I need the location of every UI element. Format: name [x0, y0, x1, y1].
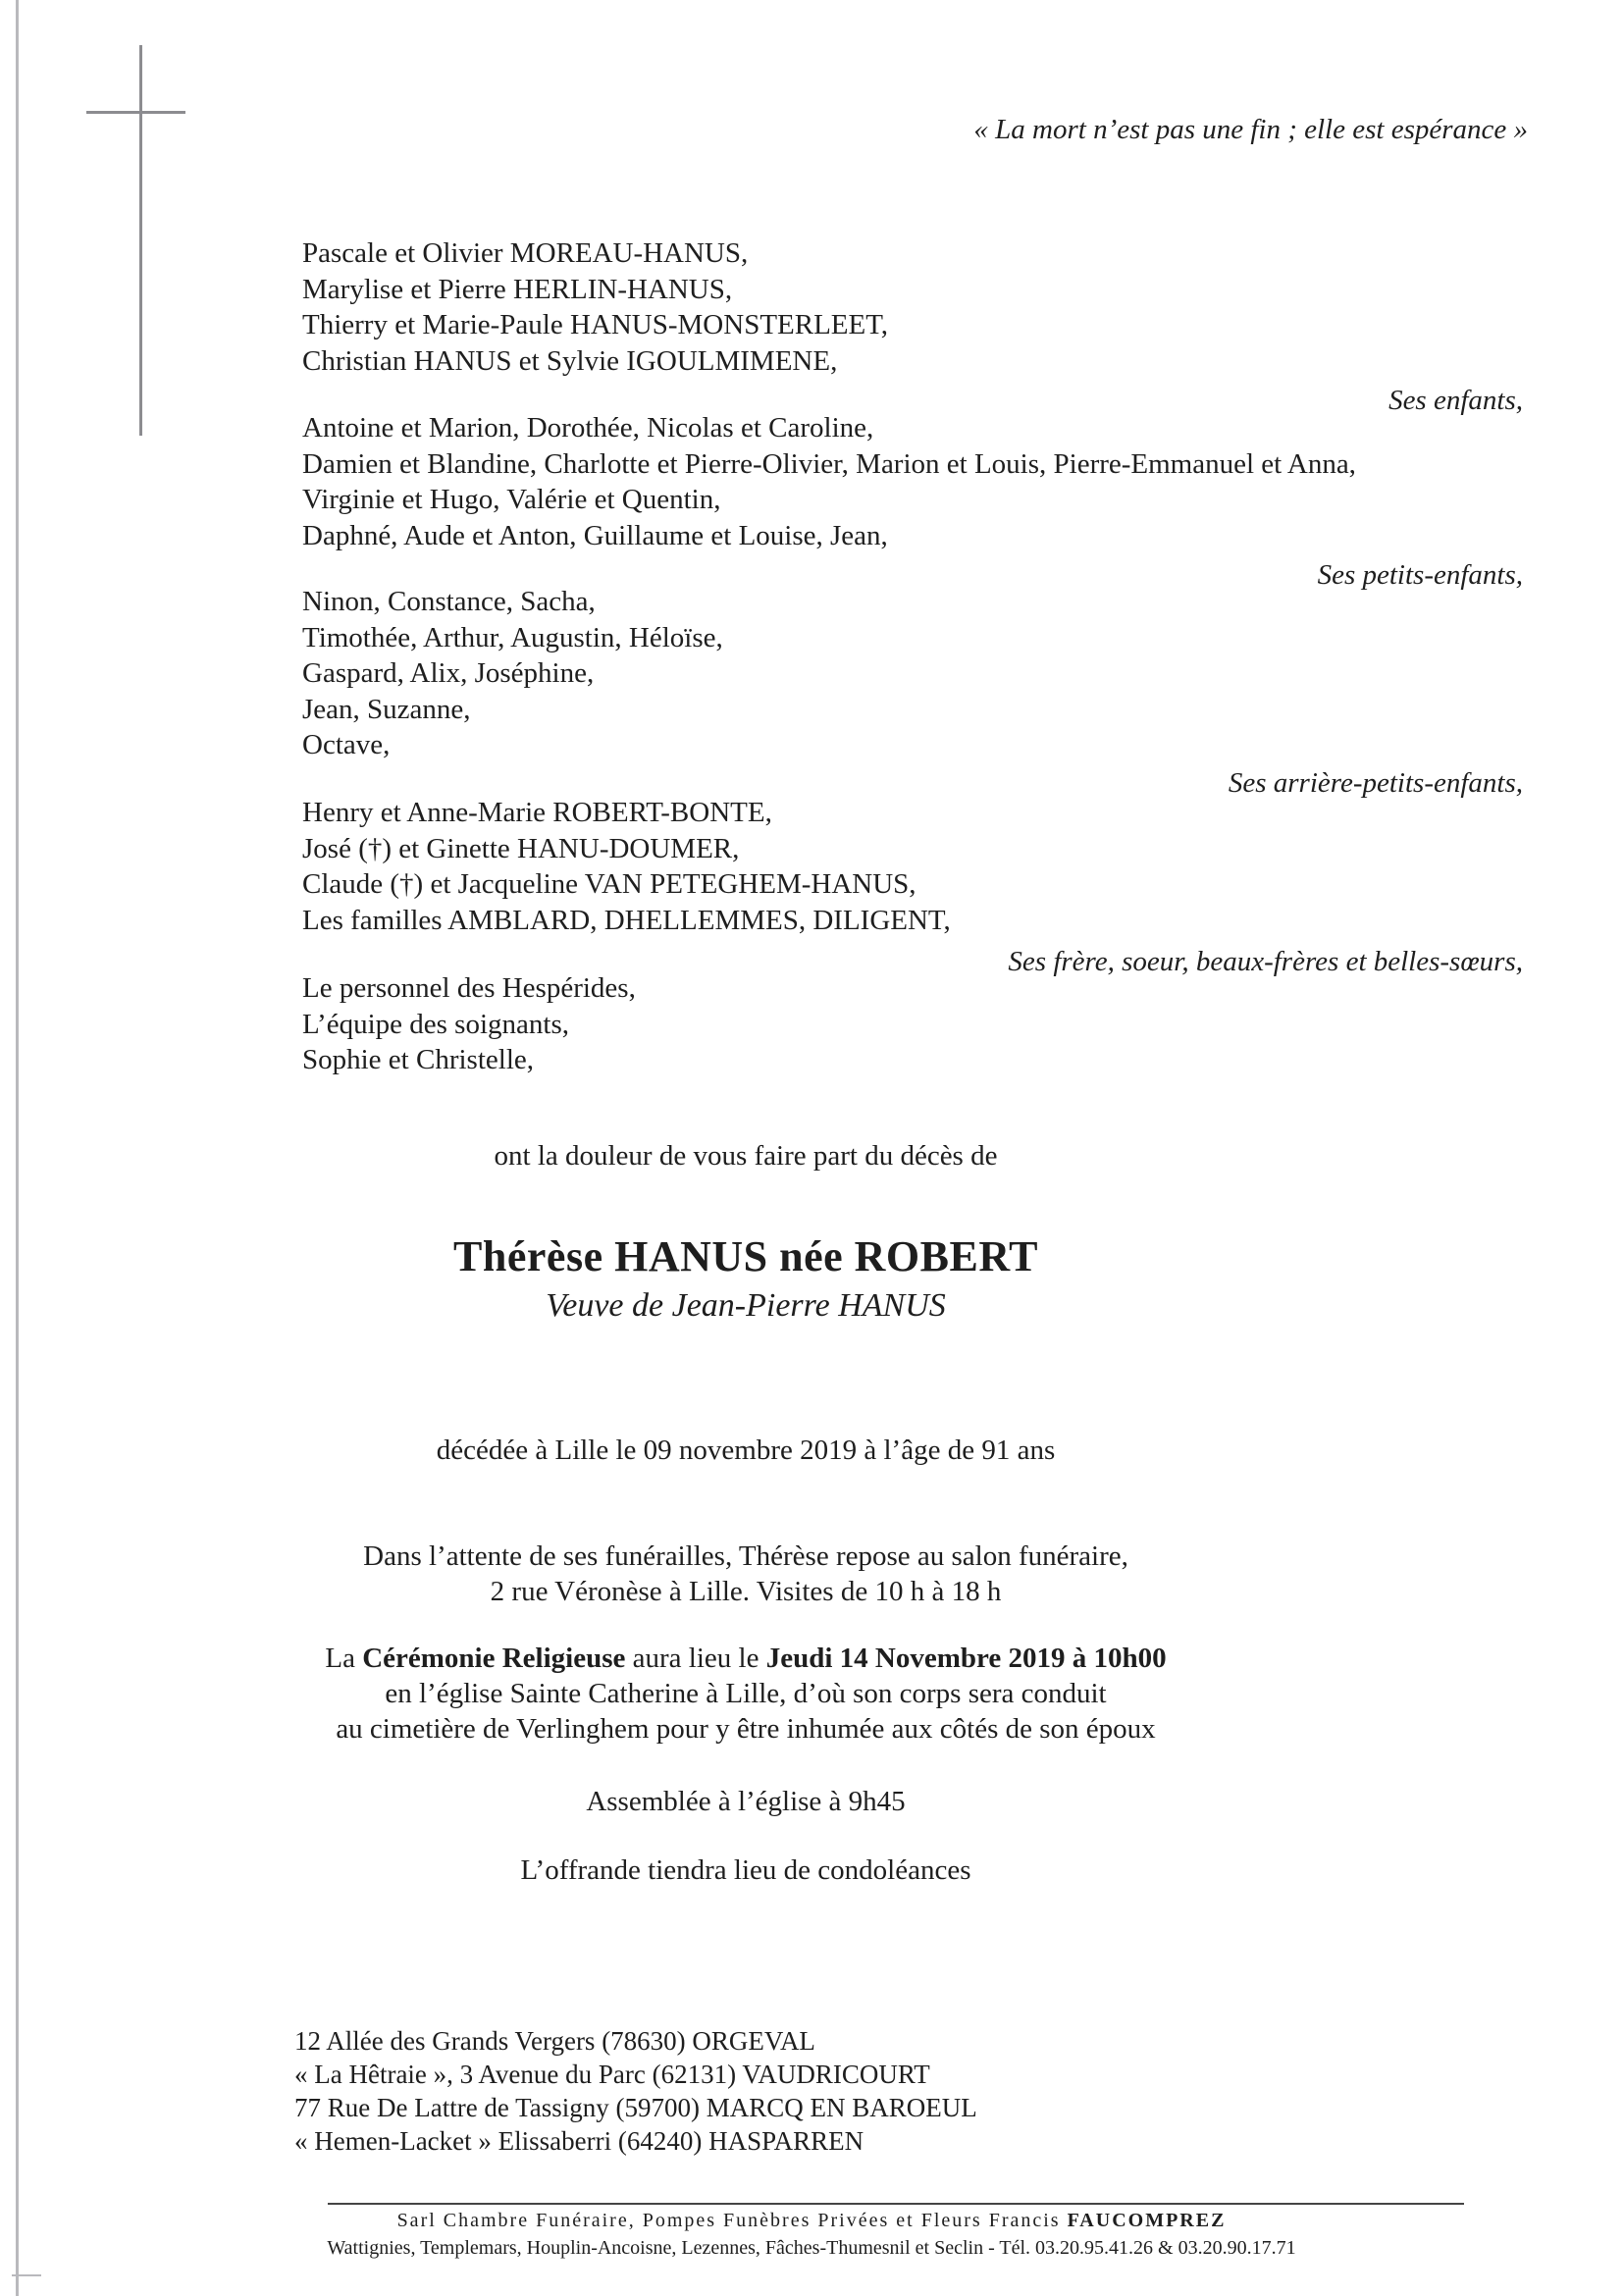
siblings-list [302, 795, 951, 938]
cross-icon [139, 45, 142, 436]
list-item: Claude (†) et Jacqueline VAN PETEGHEM-HANUS, [302, 868, 916, 900]
family-addresses [294, 2024, 977, 2158]
death-details: décédée à Lille le 09 novembre 2019 à l’âge de 91 ans [436, 1435, 1056, 1466]
children-list [302, 235, 888, 379]
funeral-home-brand: FAUCOMPREZ [1067, 2210, 1227, 2231]
list-item: Thierry et Marie-Paule HANUS-MONSTERLEET, [302, 309, 889, 340]
viewing-line-1: Dans l’attente de ses funérailles, Thérèse repose au salon funéraire, [363, 1540, 1128, 1572]
relation-grandchildren: Ses petits-enfants, [1317, 559, 1523, 591]
address-line: « La Hêtraie », 3 Avenue du Parc (62131) VAUDRICOURT [294, 2060, 930, 2089]
list-item: Octave, [302, 729, 391, 760]
relation-siblings: Ses frère, soeur, beaux-frères et belles-sœurs, [1008, 946, 1523, 977]
list-item: Le personnel des Hespérides, [302, 972, 636, 1004]
deceased-subtitle: Veuve de Jean-Pierre HANUS [546, 1287, 946, 1324]
list-item: Marylise et Pierre HERLIN-HANUS, [302, 273, 733, 305]
offering-note: L’offrande tiendra lieu de condoléances [520, 1854, 971, 1886]
list-item: Les familles AMBLARD, DHELLEMMES, DILIGENT, [302, 904, 951, 936]
list-item: Pascale et Olivier MOREAU-HANUS, [302, 237, 749, 269]
address-line: 77 Rue De Lattre de Tassigny (59700) MARCQ EN BAROEUL [294, 2093, 977, 2122]
address-line: « Hemen-Lacket » Elissaberri (64240) HASPARREN [294, 2126, 864, 2156]
list-item: Daphné, Aude et Anton, Guillaume et Louise, Jean, [302, 519, 888, 551]
list-item: Virginie et Hugo, Valérie et Quentin, [302, 484, 721, 515]
ceremony-middle: aura lieu le [625, 1643, 766, 1674]
list-item: José (†) et Ginette HANU-DOUMER, [302, 832, 740, 864]
list-item: L’équipe des soignants, [302, 1008, 569, 1040]
funeral-home-name [0, 2210, 1623, 2232]
list-item: Damien et Blandine, Charlotte et Pierre-Olivier, Marion et Louis, Pierre-Emmanuel et Anna, [302, 447, 1356, 480]
announcement: ont la douleur de vous faire part du décès de [494, 1140, 998, 1172]
deceased-name: Thérèse HANUS née ROBERT [453, 1232, 1038, 1280]
bottom-edge-mark [12, 2274, 41, 2276]
cross-icon-bar [86, 111, 185, 114]
caregivers-list [302, 970, 636, 1078]
ceremony-datetime: Jeudi 14 Novembre 2019 à 10h00 [765, 1643, 1167, 1674]
list-item: Jean, Suzanne, [302, 693, 471, 725]
relation-children: Ses enfants, [1388, 385, 1523, 416]
grandchildren-list [302, 410, 1356, 553]
list-item: Antoine et Marion, Dorothée, Nicolas et Caroline, [302, 412, 874, 444]
footer-divider [328, 2203, 1464, 2205]
list-item: Ninon, Constance, Sacha, [302, 586, 596, 617]
ceremony-line-3: au cimetière de Verlinghem pour y être inhumée aux côtés de son époux [336, 1713, 1156, 1745]
address-line: 12 Allée des Grands Vergers (78630) ORGEVAL [294, 2026, 815, 2056]
assembly-time: Assemblée à l’église à 9h45 [586, 1786, 906, 1817]
great-grandchildren-list [302, 584, 723, 763]
list-item: Gaspard, Alix, Joséphine, [302, 657, 595, 689]
list-item: Christian HANUS et Sylvie IGOULMIMENE, [302, 344, 838, 377]
list-item: Henry et Anne-Marie ROBERT-BONTE, [302, 797, 772, 828]
relation-great-grandchildren: Ses arrière-petits-enfants, [1228, 767, 1523, 799]
ceremony-prefix: La [325, 1643, 363, 1674]
funeral-home-prefix: Sarl Chambre Funéraire, Pompes Funèbres Privées et Fleurs Francis [396, 2210, 1068, 2231]
epigraph: « La mort n’est pas une fin ; elle est espérance » [973, 114, 1528, 145]
ceremony-line-1 [0, 1641, 1492, 1676]
ceremony-line-2: en l’église Sainte Catherine à Lille, d’où son corps sera conduit [385, 1678, 1107, 1709]
list-item: Timothée, Arthur, Augustin, Héloïse, [302, 621, 723, 653]
funeral-home-locations: Wattignies, Templemars, Houplin-Ancoisne, Lezennes, Fâches-Thumesnil et Seclin - Tél. 03.20.95.41.26 & 03.20.90.17.71 [327, 2237, 1296, 2259]
list-item: Sophie et Christelle, [302, 1044, 534, 1075]
ceremony-type: Cérémonie Religieuse [362, 1643, 626, 1674]
viewing-line-2: 2 rue Véronèse à Lille. Visites de 10 h à 18 h [490, 1576, 1002, 1607]
